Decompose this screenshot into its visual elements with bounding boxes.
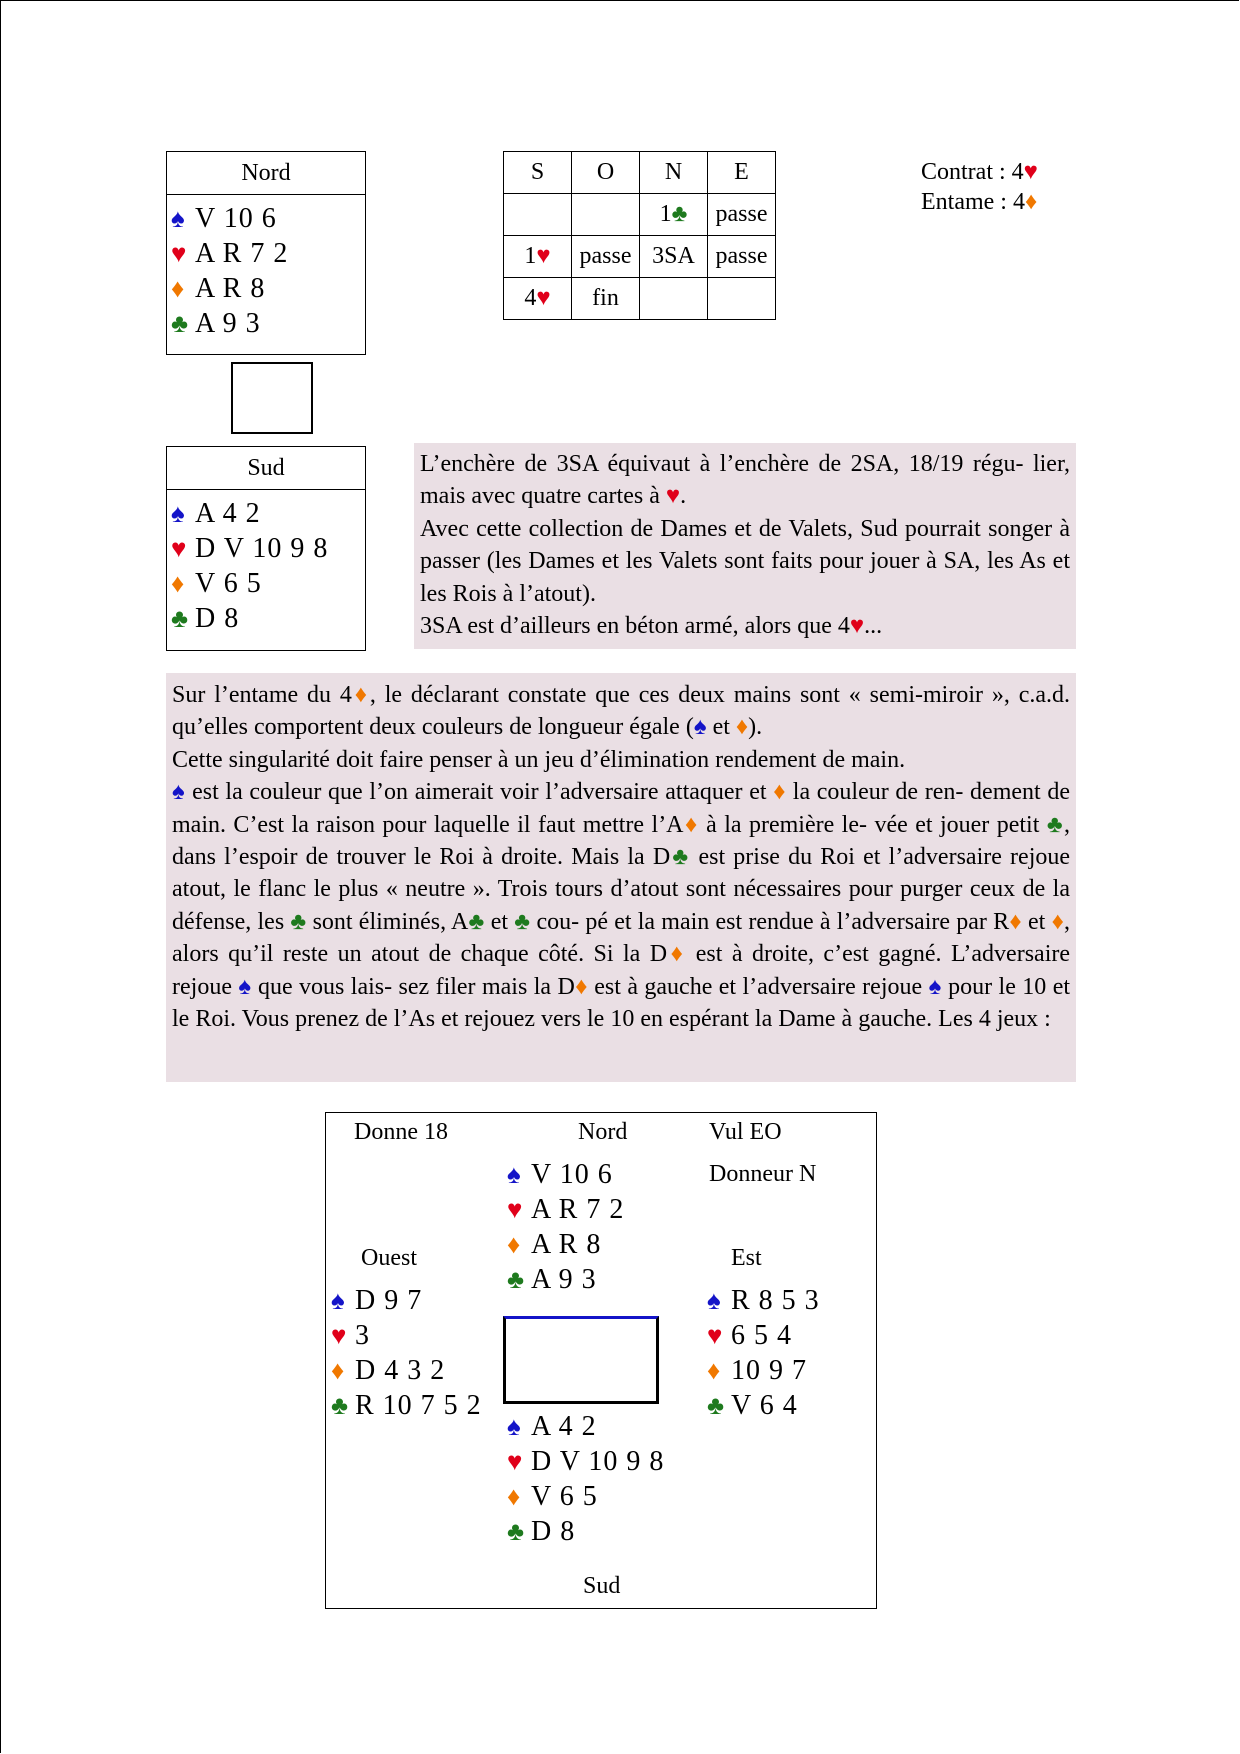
heart-icon: ♥ xyxy=(171,534,188,563)
diamond-icon: ♦ xyxy=(1009,908,1022,935)
deal-south-diamonds: ♦ V 6 5 xyxy=(507,1481,598,1512)
north-hand-title: Nord xyxy=(167,152,365,195)
bidding-comment xyxy=(414,443,1076,649)
deal-north-spades: ♠ V 10 6 xyxy=(507,1159,613,1190)
deal-north-diamonds: ♦ A R 8 xyxy=(507,1229,602,1260)
diamond-icon: ♦ xyxy=(171,569,186,598)
deal-north-label: Nord xyxy=(578,1119,628,1145)
diamond-icon: ♦ xyxy=(507,1230,522,1259)
deal-east-diamonds: ♦ 10 9 7 xyxy=(707,1355,807,1386)
contract-info xyxy=(921,157,1121,217)
south-hearts-line: ♥ D V 10 9 8 xyxy=(171,533,329,564)
deal-north-hearts: ♥ A R 7 2 xyxy=(507,1194,625,1225)
diamond-icon: ♦ xyxy=(683,811,699,838)
bid-cell: 1♥ xyxy=(504,236,572,278)
north-diamonds-line: ♦ A R 8 xyxy=(171,273,266,304)
club-icon: ♣ xyxy=(507,1265,526,1294)
spade-icon: ♠ xyxy=(238,973,252,1000)
club-icon: ♣ xyxy=(514,908,531,935)
deal-east-hand xyxy=(707,1283,820,1423)
diamond-icon: ♦ xyxy=(707,1356,722,1385)
north-spades-line: ♠ V 10 6 xyxy=(171,203,277,234)
bidding-table xyxy=(503,151,776,320)
bid-header-e: E xyxy=(708,152,776,194)
club-icon: ♣ xyxy=(670,844,691,871)
club-icon: ♣ xyxy=(671,201,688,227)
deal-south-label: Sud xyxy=(583,1573,621,1599)
bid-cell xyxy=(572,194,640,236)
comment-paragraph: Sur l’entame du 4♦, le déclarant constate que ces deux mains sont « semi-miroir », c.a.d. qu’elles comportent deux couleurs de longueur égale (♠ et ♦). xyxy=(172,682,1071,741)
bid-header-s: S xyxy=(504,152,572,194)
deal-west-label: Ouest xyxy=(361,1245,417,1271)
comment-paragraph: L’enchère de 3SA équivaut à l’enchère de 2SA, 18/19 régu- lier, mais avec quatre cartes à ♥. xyxy=(420,451,1070,510)
club-icon: ♣ xyxy=(171,309,190,338)
bid-cell: 1♣ xyxy=(640,194,708,236)
diamond-icon: ♦ xyxy=(507,1482,522,1511)
deal-west-clubs: ♣ R 10 7 5 2 xyxy=(331,1390,482,1421)
bidding-row xyxy=(504,278,776,320)
deal-east-label: Est xyxy=(731,1245,762,1271)
heart-icon: ♥ xyxy=(1023,159,1038,185)
spade-icon: ♠ xyxy=(693,714,707,741)
deal-east-hearts: ♥ 6 5 4 xyxy=(707,1320,792,1351)
heart-icon: ♥ xyxy=(331,1321,348,1350)
bid-cell xyxy=(504,194,572,236)
deal-table xyxy=(503,1316,659,1404)
deal-south-spades: ♠ A 4 2 xyxy=(507,1411,597,1442)
heart-icon: ♥ xyxy=(171,239,188,268)
deal-west-diamonds: ♦ D 4 3 2 xyxy=(331,1355,446,1386)
north-hearts-line: ♥ A R 7 2 xyxy=(171,238,289,269)
heart-icon: ♥ xyxy=(849,613,865,640)
diamond-icon: ♦ xyxy=(773,779,787,806)
diamond-icon: ♦ xyxy=(735,714,749,741)
heart-icon: ♥ xyxy=(707,1321,724,1350)
bid-header-n: N xyxy=(640,152,708,194)
club-icon: ♣ xyxy=(1046,811,1065,838)
club-icon: ♣ xyxy=(707,1391,726,1420)
bidding-row xyxy=(504,194,776,236)
deal-west-hand xyxy=(331,1283,482,1423)
bid-cell: fin xyxy=(572,278,640,320)
club-icon: ♣ xyxy=(331,1391,350,1420)
spade-icon: ♠ xyxy=(707,1286,722,1315)
spade-icon: ♠ xyxy=(172,779,186,806)
comment-paragraph: Cette singularité doit faire penser à un jeu d’élimination rendement de main. xyxy=(172,746,906,773)
deal-south-clubs: ♣ D 8 xyxy=(507,1516,576,1547)
diamond-icon: ♦ xyxy=(667,941,687,968)
north-hand-box xyxy=(166,151,366,355)
bid-cell: 4♥ xyxy=(504,278,572,320)
contract-line: Contrat : 4♥ xyxy=(921,159,1038,185)
heart-icon: ♥ xyxy=(507,1195,524,1224)
heart-icon: ♥ xyxy=(536,243,551,269)
deal-diagram xyxy=(325,1112,877,1609)
spade-icon: ♠ xyxy=(171,204,186,233)
spade-icon: ♠ xyxy=(171,499,186,528)
club-icon: ♣ xyxy=(171,604,190,633)
bid-cell xyxy=(708,278,776,320)
diamond-icon: ♦ xyxy=(1051,908,1065,935)
heart-icon: ♥ xyxy=(507,1447,524,1476)
south-diamonds-line: ♦ V 6 5 xyxy=(171,568,262,599)
bid-header-o: O xyxy=(572,152,640,194)
spade-icon: ♠ xyxy=(507,1160,522,1189)
club-icon: ♣ xyxy=(507,1517,526,1546)
dealer: Donneur N xyxy=(709,1161,817,1187)
table-square xyxy=(231,362,313,434)
bidding-row xyxy=(504,236,776,278)
vulnerability: Vul EO xyxy=(709,1119,782,1145)
comment-paragraph: ♠ est la couleur que l’on aimerait voir l’adversaire attaquer et ♦ la couleur de ren- dement de main. C’est la raison pour laquelle il faut mettre l’A♦ à la première le- vée et jouer petit ♣, dans l’espoir de trouver le Roi à droite. Mais la D♣ est prise du Roi et l’adversaire rejoue atout, le flanc le plus « neutre ». Trois tours d’atout sont nécessaires pour purger ceux de la défense, les ♣ sont éliminés, A♣ et ♣ cou- pé et la main est rendue à l’adversaire par R♦ et ♦, alors qu’il reste un atout de chaque côté. Si la D♦ est à droite, c’est gagné. L’adversaire rejoue ♠ que vous lais- sez filer mais la D♦ est à gauche et l’adversaire rejoue ♠ pour le 10 et le Roi. Vous prenez de l’As et rejouez vers le 10 en espérant la Dame à gauche. Les 4 jeux : xyxy=(172,779,1071,1033)
deal-south-hand xyxy=(507,1409,664,1549)
lead-line: Entame : 4♦ xyxy=(921,189,1038,215)
heart-icon: ♥ xyxy=(665,483,681,510)
spade-icon: ♠ xyxy=(928,973,942,1000)
spade-icon: ♠ xyxy=(507,1412,522,1441)
south-hand-box xyxy=(166,446,366,651)
club-icon: ♣ xyxy=(468,908,485,935)
deal-west-hearts: ♥ 3 xyxy=(331,1320,370,1351)
bid-cell: passe xyxy=(708,236,776,278)
club-icon: ♣ xyxy=(290,908,307,935)
deal-north-hand xyxy=(507,1157,624,1297)
play-comment xyxy=(166,673,1076,1082)
heart-icon: ♥ xyxy=(536,285,551,311)
south-spades-line: ♠ A 4 2 xyxy=(171,498,261,529)
deal-west-spades: ♠ D 9 7 xyxy=(331,1285,423,1316)
diamond-icon: ♦ xyxy=(351,682,370,708)
board-number: Donne 18 xyxy=(354,1119,448,1145)
diamond-icon: ♦ xyxy=(171,274,186,303)
bidding-header-row xyxy=(504,152,776,194)
south-clubs-line: ♣ D 8 xyxy=(171,603,240,634)
deal-east-clubs: ♣ V 6 4 xyxy=(707,1390,798,1421)
bid-cell: passe xyxy=(708,194,776,236)
bid-cell: 3SA xyxy=(640,236,708,278)
diamond-icon: ♦ xyxy=(331,1356,346,1385)
bid-cell: passe xyxy=(572,236,640,278)
deal-east-spades: ♠ R 8 5 3 xyxy=(707,1285,820,1316)
south-hand-title: Sud xyxy=(167,447,365,490)
diamond-icon: ♦ xyxy=(574,973,588,1000)
deal-north-clubs: ♣ A 9 3 xyxy=(507,1264,597,1295)
north-clubs-line: ♣ A 9 3 xyxy=(171,308,261,339)
deal-south-hearts: ♥ D V 10 9 8 xyxy=(507,1446,665,1477)
comment-paragraph: Avec cette collection de Dames et de Valets, Sud pourrait songer à passer (les Dames et les Valets sont faits pour jouer à SA, les As et les Rois à l’atout). xyxy=(420,515,1070,607)
diamond-icon: ♦ xyxy=(1024,189,1038,215)
comment-paragraph: 3SA est d’ailleurs en béton armé, alors que 4♥... xyxy=(420,613,883,640)
bid-cell xyxy=(640,278,708,320)
spade-icon: ♠ xyxy=(331,1286,346,1315)
